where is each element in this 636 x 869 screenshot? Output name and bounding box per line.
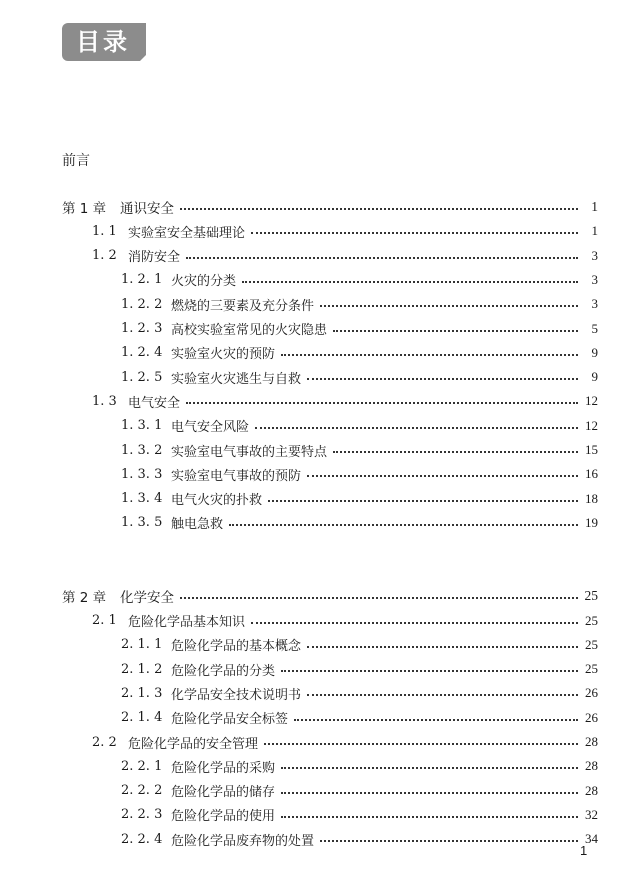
- toc-entry-title: 危险化学品基本知识: [128, 615, 246, 630]
- toc-entry-number: 1. 3. 4: [121, 491, 163, 507]
- toc-subsection-row[interactable]: [121, 635, 598, 655]
- toc-leader-dots: [180, 597, 578, 599]
- toc-entry-page: 28: [585, 734, 598, 749]
- toc-leader-dots: [281, 816, 578, 818]
- toc-chapter-row[interactable]: [62, 586, 598, 606]
- toc-leader-dots: [268, 500, 578, 502]
- toc-entry-page: 26: [585, 709, 598, 725]
- toc-entry-page: 32: [585, 806, 598, 822]
- toc-entry-number: 1. 3. 2: [121, 442, 163, 458]
- toc-entry-title: 燃烧的三要素及充分条件: [171, 298, 315, 314]
- toc-section-row[interactable]: [92, 246, 598, 266]
- toc-entry-number: 1. 2: [92, 248, 117, 264]
- toc-entry-number: 第 1 章: [62, 201, 107, 217]
- toc-entry-title: 危险化学品的采购: [171, 760, 276, 776]
- toc-leader-dots: [281, 767, 578, 769]
- toc-entry-title: 危险化学品安全标签: [171, 712, 289, 728]
- toc-entry-number: 2. 1: [92, 613, 117, 628]
- toc-entry-number: 2. 1. 1: [121, 637, 163, 653]
- toc-leader-dots: [186, 257, 578, 259]
- toc-entry-number: 1. 2. 3: [121, 321, 163, 336]
- toc-leader-dots: [307, 646, 578, 648]
- toc-heading-text: 目录: [76, 28, 130, 56]
- toc-entry-page: 3: [591, 296, 598, 312]
- toc-entry-title: 电气火灾的扑救: [171, 493, 263, 509]
- toc-subsection-row[interactable]: [121, 319, 598, 339]
- toc-subsection-row[interactable]: [121, 683, 598, 703]
- toc-entry-title: 高校实验室常见的火灾隐患: [171, 323, 328, 338]
- toc-entry-number: 2. 2. 2: [121, 783, 163, 799]
- toc-entry-page: 3: [591, 247, 598, 263]
- toc-chapter-row[interactable]: [62, 197, 598, 217]
- toc-entry-page: 12: [585, 393, 598, 409]
- toc-entry-page: 5: [591, 320, 598, 336]
- toc-leader-dots: [307, 694, 578, 696]
- toc-entry-number: 1. 3. 5: [121, 515, 163, 531]
- toc-section-row[interactable]: [92, 391, 598, 411]
- toc-subsection-row[interactable]: [121, 756, 598, 776]
- toc-entry-page: 26: [585, 685, 598, 701]
- toc-entry-title: 化学品安全技术说明书: [171, 687, 302, 703]
- toc-entry-title: 化学安全: [120, 590, 174, 607]
- toc-entry-page: 12: [585, 417, 598, 433]
- toc-leader-dots: [307, 475, 578, 477]
- toc-entry-page: 1: [591, 199, 598, 214]
- toc-entry-page: 25: [585, 661, 598, 677]
- toc-leader-dots: [320, 840, 578, 842]
- toc-entry-number: 第 2 章: [62, 590, 107, 607]
- toc-entry-page: 19: [585, 514, 598, 530]
- toc-entry-number: 1. 3: [92, 393, 117, 409]
- toc-subsection-row[interactable]: [121, 489, 598, 509]
- toc-leader-dots: [294, 719, 578, 721]
- toc-entry-number: 1. 2. 4: [121, 345, 163, 361]
- toc-entry-title: 电气安全: [128, 395, 181, 411]
- toc-entry-page: 9: [591, 344, 598, 360]
- toc-entry-page: 18: [585, 490, 598, 506]
- toc-leader-dots: [251, 232, 578, 234]
- toc-entry-number: 1. 2. 1: [121, 272, 163, 288]
- toc-entry-number: 1. 1: [92, 223, 117, 239]
- page-number: 1: [580, 843, 588, 858]
- toc-entry-title: 危险化学品的使用: [171, 809, 276, 825]
- toc-leader-dots: [229, 524, 578, 526]
- toc-entry-page: 25: [585, 612, 598, 628]
- toc-entry-title: 危险化学品的安全管理: [128, 736, 259, 752]
- toc-entry-title: 火灾的分类: [171, 274, 237, 290]
- toc-entry-page: 16: [585, 466, 598, 482]
- toc-subsection-row[interactable]: [121, 464, 598, 484]
- toc-entry-page: 28: [585, 782, 598, 798]
- toc-subsection-row[interactable]: [121, 343, 598, 363]
- toc-entry-title: 危险化学品的分类: [171, 663, 276, 679]
- toc-entry-number: 1. 3. 3: [121, 466, 163, 482]
- toc-entry-number: 2. 2. 3: [121, 807, 163, 823]
- toc-leader-dots: [333, 451, 578, 453]
- toc-entry-title: 危险化学品废弃物的处置: [171, 833, 315, 849]
- toc-entry-number: 1. 2. 5: [121, 369, 163, 385]
- toc-entry-page: 9: [591, 369, 598, 385]
- toc-leader-dots: [320, 305, 578, 307]
- preface-label: 前言: [62, 153, 90, 169]
- toc-leader-dots: [251, 622, 578, 624]
- toc-entry-number: 2. 2: [92, 734, 117, 750]
- toc-entry-page: 25: [585, 636, 598, 652]
- toc-leader-dots: [242, 281, 578, 283]
- toc-leader-dots: [264, 743, 578, 745]
- toc-section-row[interactable]: [92, 611, 598, 631]
- toc-heading: [62, 23, 146, 61]
- toc-entry-title: 实验室安全基础理论: [128, 225, 246, 241]
- toc-subsection-row[interactable]: [121, 829, 598, 849]
- toc-leader-dots: [333, 330, 578, 332]
- toc-entry-title: 消防安全: [128, 250, 181, 266]
- toc-entry-number: 2. 2. 1: [121, 758, 163, 774]
- toc-entry-number: 2. 2. 4: [121, 831, 163, 847]
- toc-subsection-row[interactable]: [121, 440, 598, 460]
- toc-subsection-row[interactable]: [121, 367, 598, 387]
- toc-subsection-row[interactable]: [121, 513, 598, 533]
- toc-entry-title: 实验室电气事故的主要特点: [171, 444, 328, 460]
- toc-subsection-row[interactable]: [121, 294, 598, 314]
- toc-entry-number: 2. 1. 4: [121, 710, 163, 726]
- toc-subsection-row[interactable]: [121, 805, 598, 825]
- toc-section-row[interactable]: [92, 732, 598, 752]
- toc-entry-page: 1: [591, 223, 598, 239]
- toc-entry-page: 15: [585, 442, 598, 457]
- toc-entry-title: 危险化学品的基本概念: [171, 639, 302, 655]
- toc-entry-page: 34: [585, 831, 598, 847]
- toc-entry-number: 2. 1. 2: [121, 661, 163, 677]
- toc-entry-title: 电气安全风险: [171, 420, 250, 436]
- toc-leader-dots: [180, 208, 578, 210]
- toc-leader-dots: [307, 378, 578, 380]
- toc-entry-title: 危险化学品的储存: [171, 785, 276, 801]
- toc-leader-dots: [186, 402, 578, 404]
- toc-entry-title: 通识安全: [120, 201, 174, 217]
- toc-subsection-row[interactable]: [121, 416, 598, 436]
- toc-section-row[interactable]: [92, 221, 598, 241]
- toc-entry-title: 实验室火灾的预防: [171, 347, 276, 363]
- toc-entry-page: 28: [585, 758, 598, 774]
- toc-subsection-row[interactable]: [121, 781, 598, 801]
- toc-entry-title: 实验室电气事故的预防: [171, 468, 302, 484]
- toc-leader-dots: [281, 792, 578, 794]
- toc-entry-page: 25: [584, 588, 598, 604]
- toc-subsection-row[interactable]: [121, 659, 598, 679]
- preface-entry[interactable]: [62, 150, 90, 170]
- toc-entry-page: 3: [591, 271, 598, 287]
- toc-entry-number: 2. 1. 3: [121, 685, 163, 701]
- toc-leader-dots: [255, 427, 578, 429]
- toc-entry-number: 1. 3. 1: [121, 418, 163, 434]
- toc-entry-number: 1. 2. 2: [121, 296, 163, 312]
- toc-subsection-row[interactable]: [121, 270, 598, 290]
- toc-entry-title: 触电急救: [171, 517, 224, 533]
- toc-subsection-row[interactable]: [121, 708, 598, 728]
- toc-leader-dots: [281, 670, 578, 672]
- toc-entry-title: 实验室火灾逃生与自救: [171, 371, 302, 387]
- toc-leader-dots: [281, 354, 578, 356]
